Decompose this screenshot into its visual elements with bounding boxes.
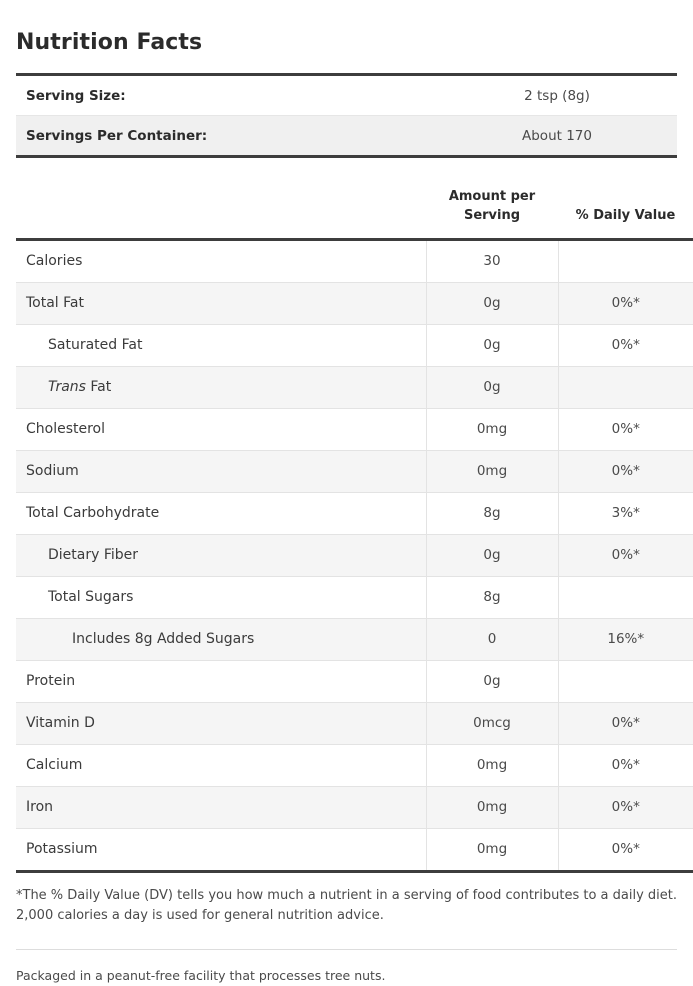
nutrient-daily-value (558, 660, 693, 702)
table-row (16, 366, 693, 408)
nutrient-daily-value: 0%* (558, 744, 693, 786)
section-spacer (16, 158, 677, 180)
table-row (16, 324, 693, 366)
nutrient-name-text: Fat (85, 379, 112, 396)
table-row (16, 786, 693, 828)
table-row (16, 408, 693, 450)
table-row (16, 239, 693, 282)
table-row (16, 116, 677, 157)
nutrient-daily-value (558, 576, 693, 618)
nutrient-name: Includes 8g Added Sugars (16, 618, 426, 660)
nutrition-facts-panel (0, 30, 693, 986)
nutrient-daily-value: 3%* (558, 492, 693, 534)
table-row (16, 576, 693, 618)
nutrient-name: Total Fat (16, 282, 426, 324)
nutrient-amount: 0g (426, 534, 558, 576)
page-title: Nutrition Facts (16, 30, 203, 55)
table-row (16, 492, 693, 534)
nutrient-name: Total Sugars (16, 576, 426, 618)
nutrient-amount: 0mcg (426, 702, 558, 744)
nutrient-column-header (16, 180, 426, 239)
nutrient-name: Dietary Fiber (16, 534, 426, 576)
nutrient-amount: 0g (426, 660, 558, 702)
nutrient-amount: 0g (426, 366, 558, 408)
nutrient-name: Saturated Fat (16, 324, 426, 366)
nutrient-daily-value: 0%* (611, 841, 640, 858)
servings-per-container-value: About 170 (437, 116, 677, 157)
nutrient-amount: 0g (426, 282, 558, 324)
nutrient-amount: 0 (426, 618, 558, 660)
serving-info-table (16, 73, 677, 158)
daily-value-footnote: *The % Daily Value (DV) tells you how much a nutrient in a serving of food contributes to a daily diet. 2,000 calories a day is used for general nutrition advice. (16, 887, 678, 924)
nutrient-daily-value: 0%* (558, 282, 693, 324)
nutrient-amount: 8g (426, 576, 558, 618)
table-row (16, 282, 693, 324)
allergen-disclaimer: Packaged in a peanut-free facility that processes tree nuts. (16, 968, 386, 984)
nutrient-daily-value: 0%* (558, 408, 693, 450)
nutrient-name: Total Carbohydrate (16, 492, 426, 534)
nutrient-name: Calcium (16, 744, 426, 786)
table-row (16, 702, 693, 744)
table-row (16, 450, 693, 492)
nutrient-name (16, 366, 426, 408)
nutrition-table (16, 180, 693, 873)
daily-value-header: % Daily Value (558, 180, 693, 239)
nutrient-amount: 0mg (426, 408, 558, 450)
table-row (16, 744, 693, 786)
nutrition-table-head (16, 180, 693, 239)
amount-per-serving-header (426, 180, 558, 239)
serving-size-value: 2 tsp (8g) (437, 75, 677, 116)
table-header-row (16, 180, 693, 239)
nutrition-table-body (16, 239, 693, 871)
nutrient-amount: 0mg (426, 828, 558, 871)
nutrient-amount: 30 (426, 239, 558, 282)
nutrient-daily-value: 0%* (558, 702, 693, 744)
nutrient-daily-value (558, 239, 693, 282)
nutrient-daily-value (558, 366, 693, 408)
nutrient-name: Calories (16, 239, 426, 282)
nutrient-name: Cholesterol (16, 408, 426, 450)
table-row (16, 618, 693, 660)
nutrient-daily-value: 0%* (558, 786, 693, 828)
nutrient-daily-value: 0%* (558, 450, 693, 492)
serving-info-body (16, 75, 677, 157)
nutrient-amount: 0g (426, 324, 558, 366)
nutrient-amount: 8g (426, 492, 558, 534)
serving-size-label: Serving Size: (16, 75, 437, 116)
amount-header-line1: Amount per (448, 189, 536, 204)
nutrient-name-italic-prefix: Trans (48, 379, 86, 396)
table-row (16, 828, 693, 871)
nutrient-name: Potassium (26, 841, 98, 858)
nutrient-name: Iron (16, 786, 426, 828)
nutrient-amount: 0mg (426, 450, 558, 492)
nutrient-name: Sodium (16, 450, 426, 492)
table-row (16, 660, 693, 702)
nutrient-daily-value: 16%* (558, 618, 693, 660)
nutrient-amount: 0mg (426, 786, 558, 828)
nutrient-amount: 0mg (426, 744, 558, 786)
nutrient-daily-value: 0%* (558, 324, 693, 366)
nutrient-name: Protein (16, 660, 426, 702)
nutrient-name: Vitamin D (16, 702, 426, 744)
amount-header-line2: Serving (463, 207, 521, 223)
table-row (16, 534, 693, 576)
servings-per-container-label: Servings Per Container: (16, 116, 437, 157)
table-row (16, 75, 677, 116)
nutrient-daily-value: 0%* (558, 534, 693, 576)
